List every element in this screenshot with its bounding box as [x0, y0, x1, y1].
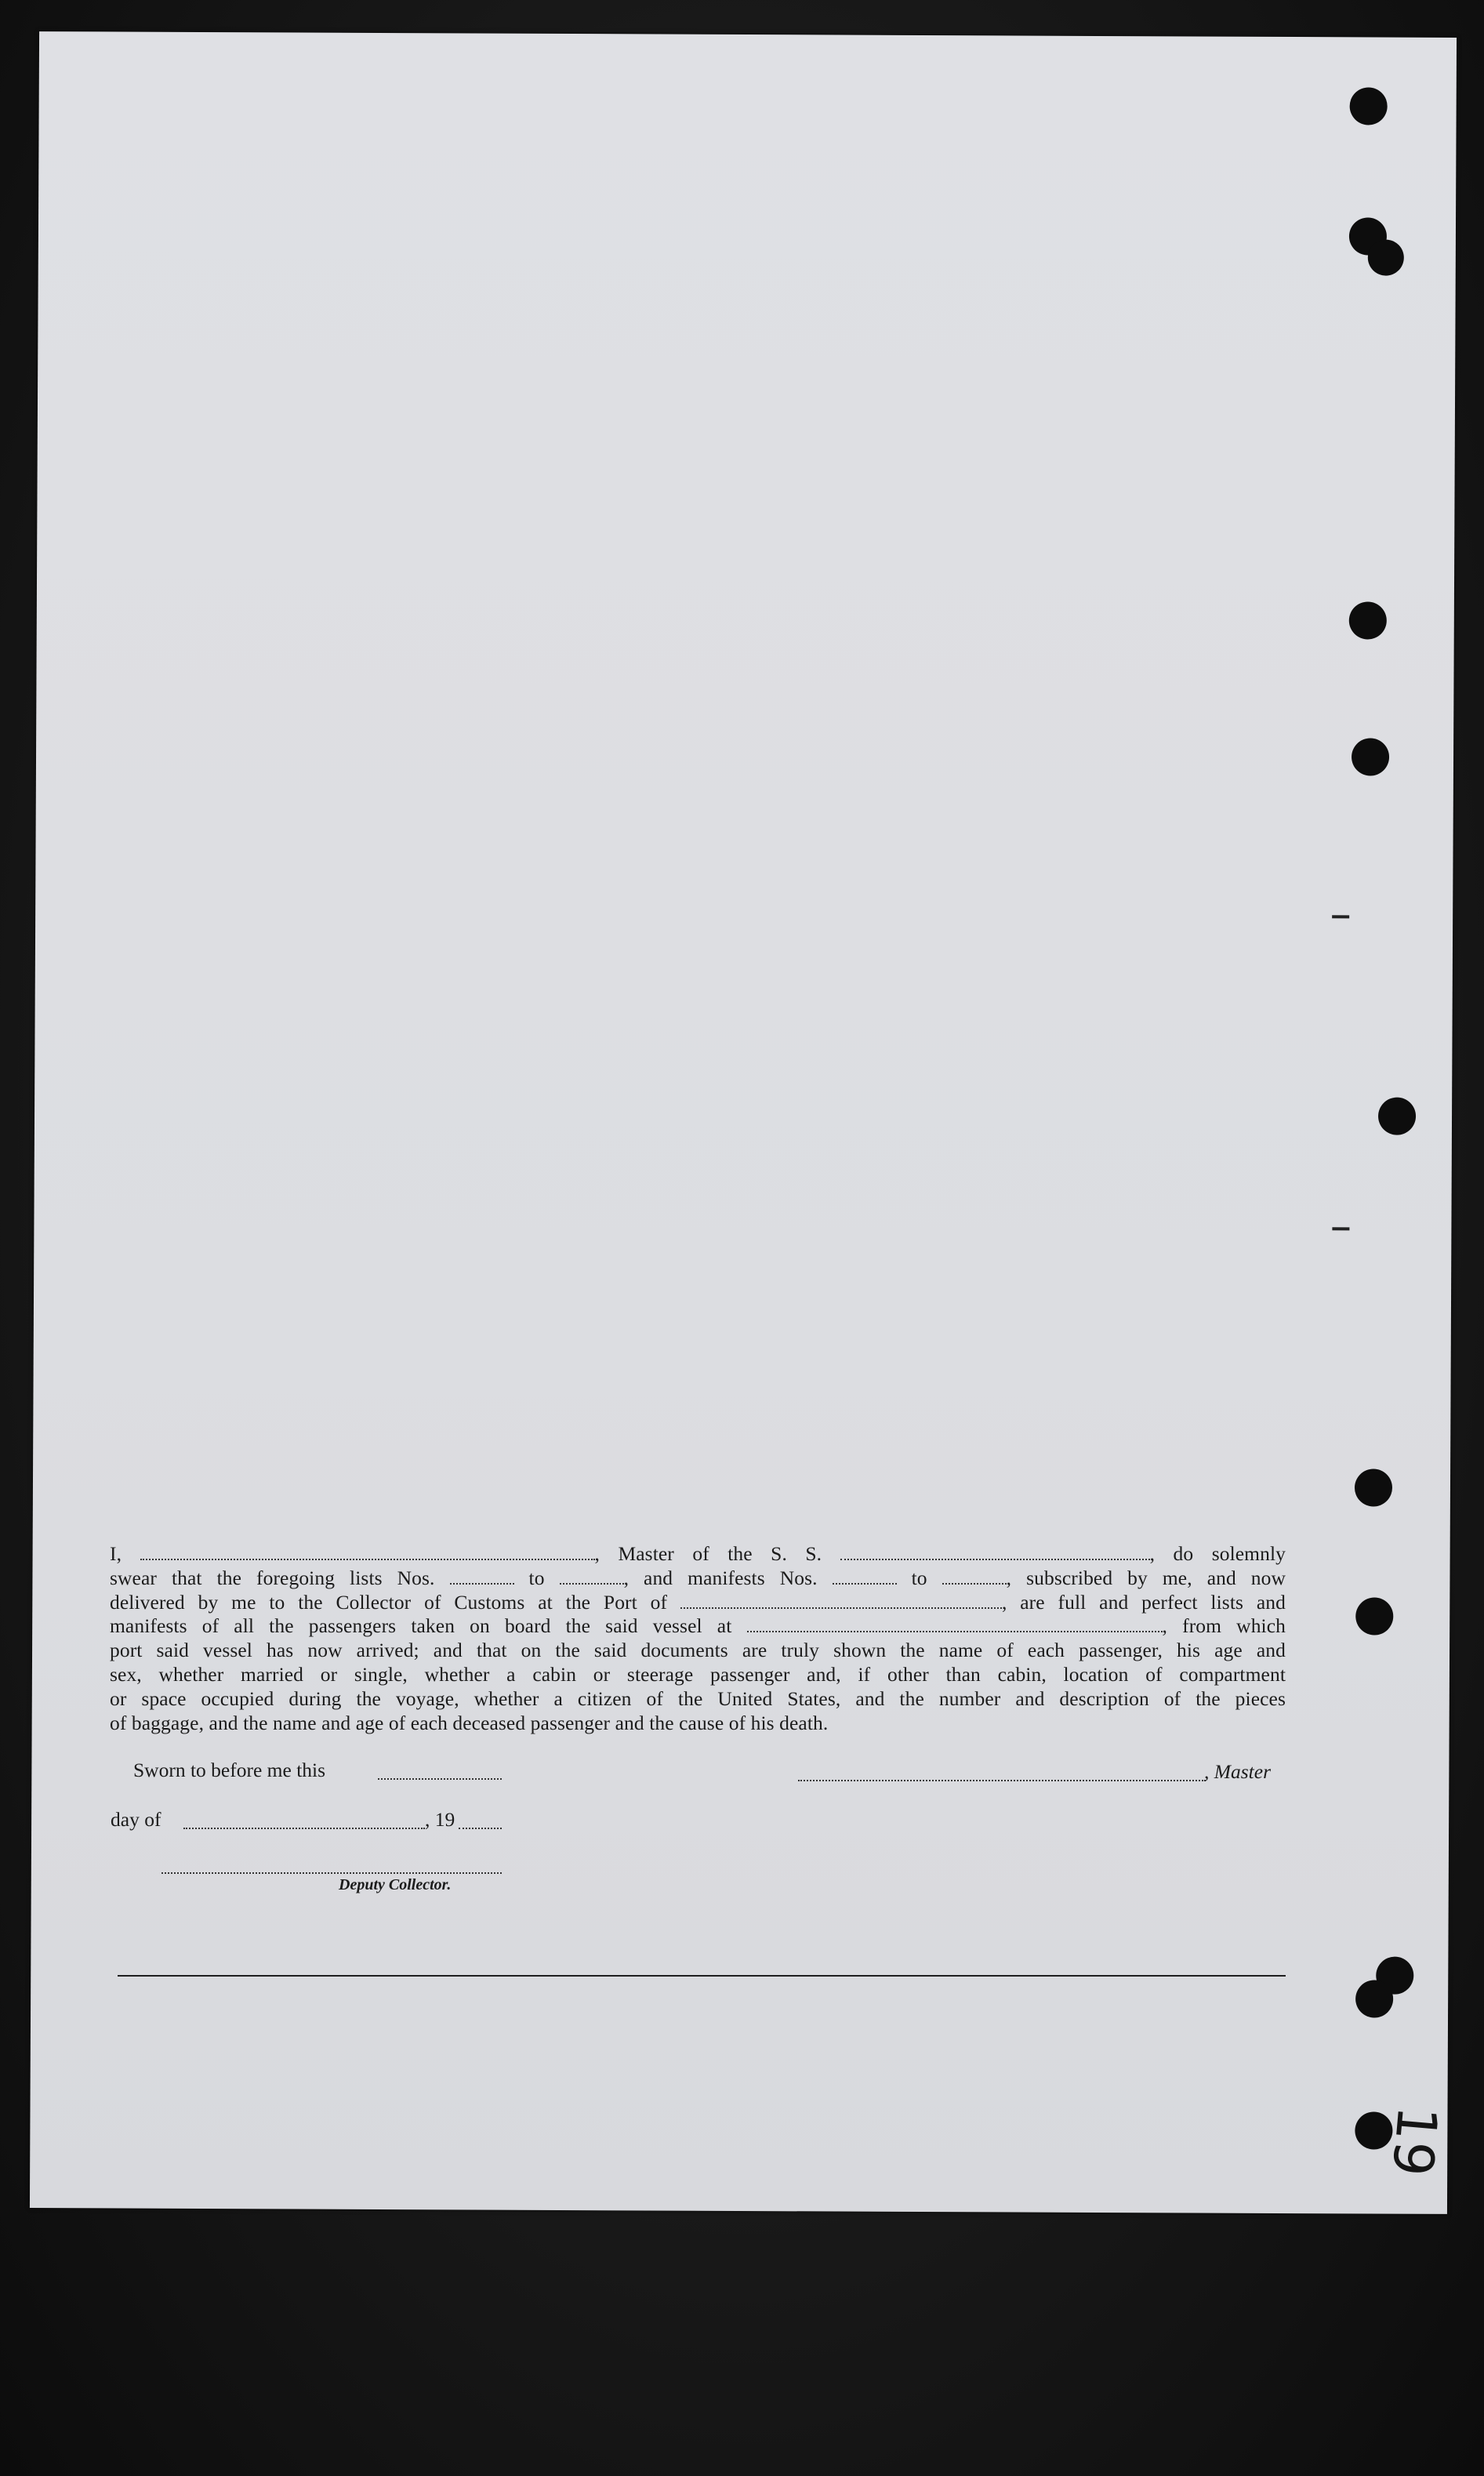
bottom-rule [118, 1975, 1286, 1977]
oath-text: I, [110, 1542, 122, 1565]
oath-text: delivered by me to the Collector of Customs at the Port of [110, 1590, 668, 1614]
punch-hole [1355, 1980, 1393, 2017]
sworn-date-field[interactable] [378, 1778, 502, 1780]
punch-hole [1368, 239, 1404, 275]
oath-line-3 [110, 1591, 1286, 1615]
master-oath-paragraph [110, 1542, 1286, 1735]
oath-text: manifests of all the passengers taken on board the said vessel at [110, 1614, 732, 1638]
departure-port-field[interactable] [747, 1615, 1163, 1632]
master-label: , Master [1204, 1760, 1271, 1783]
master-name-field[interactable] [140, 1543, 595, 1560]
handwritten-page-number: 19 [1379, 2104, 1450, 2179]
punch-hole [1349, 601, 1387, 639]
oath-line-7: or space occupied during the voyage, whether a citizen of the United States, and the number and description of the pieces [110, 1686, 1286, 1710]
master-signature-field[interactable] [798, 1780, 1206, 1781]
oath-text: , from which [1162, 1614, 1286, 1638]
oath-line-8: of baggage, and the name and age of each deceased passenger and the cause of his death. [110, 1711, 829, 1734]
year-prefix: , 19 [425, 1808, 455, 1831]
punch-hole [1378, 1098, 1416, 1135]
deputy-signature-field[interactable] [161, 1872, 502, 1874]
port-field[interactable] [680, 1592, 1002, 1609]
month-field[interactable] [183, 1828, 425, 1829]
oath-line-6: sex, whether married or single, whether a cabin or steerage passenger and, if other than cabin, location of compartment [110, 1662, 1286, 1686]
edge-mark [1332, 915, 1349, 918]
oath-text: to [911, 1566, 927, 1589]
year-field[interactable] [459, 1828, 502, 1829]
oath-line-4 [110, 1614, 1286, 1639]
oath-text: to [528, 1566, 545, 1589]
document-page [30, 31, 1457, 2214]
oath-text: swear that the foregoing lists Nos. [110, 1566, 435, 1589]
sworn-label: Sworn to before me this [133, 1759, 326, 1781]
oath-line-5: port said vessel has now arrived; and that on the said documents are truly shown the name of each passenger, his age and [110, 1639, 1286, 1662]
punch-hole [1355, 1469, 1392, 1506]
oath-text: , Master of the S. S. [594, 1542, 822, 1565]
list-to-field[interactable] [560, 1567, 624, 1585]
ship-name-field[interactable] [840, 1543, 1150, 1560]
oath-text: , subscribed by me, and now [1006, 1566, 1286, 1589]
oath-text: , are full and perfect lists and [1001, 1590, 1286, 1614]
manifest-from-field[interactable] [833, 1567, 897, 1585]
edge-mark [1332, 1227, 1349, 1230]
punch-hole [1355, 1597, 1393, 1635]
oath-line-2 [110, 1567, 1286, 1591]
punch-hole [1350, 87, 1388, 125]
oath-text: , and manifests Nos. [623, 1566, 818, 1589]
list-from-field[interactable] [450, 1567, 514, 1585]
deputy-collector-label: Deputy Collector. [339, 1876, 452, 1893]
oath-text: , do solemnly [1149, 1542, 1286, 1565]
manifest-to-field[interactable] [942, 1567, 1007, 1585]
punch-hole [1352, 738, 1389, 775]
day-of-label: day of [111, 1808, 161, 1831]
oath-line-1 [110, 1542, 1286, 1567]
